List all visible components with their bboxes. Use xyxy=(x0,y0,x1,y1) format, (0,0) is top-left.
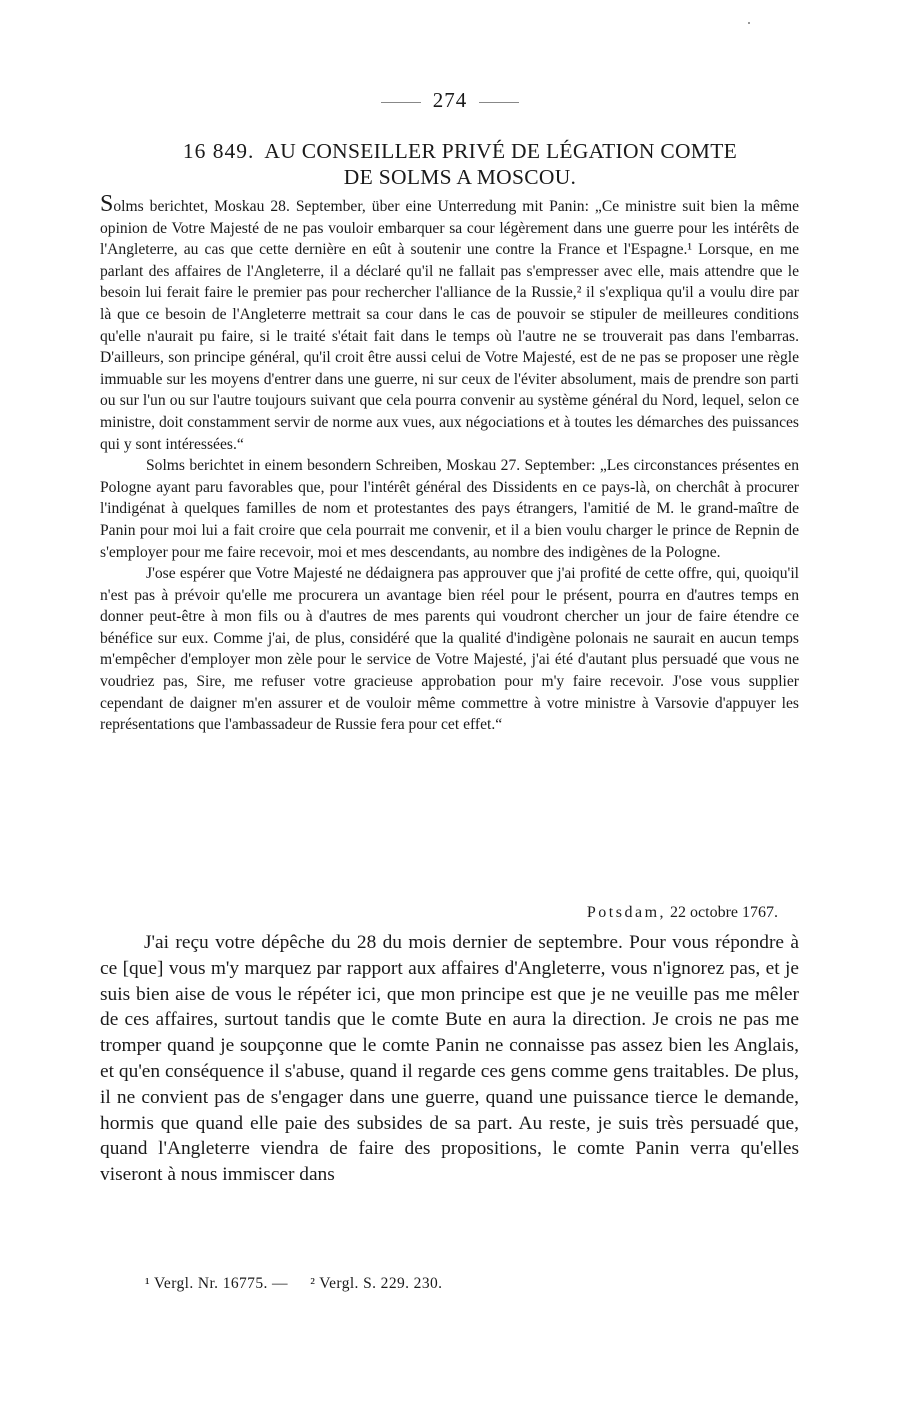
dateline xyxy=(587,904,778,922)
stray-mark xyxy=(748,22,750,24)
header-dash-right xyxy=(479,102,519,103)
summary-block xyxy=(100,191,799,736)
summary-paragraph-2: Solms berichtet in einem besondern Schreiben, Moskau 27. September: „Les circonstances présentes en Pologne ayant paru favorables que, pour l'intérêt général des Dissidents en ce pays-là, on cherchât à procurer l'indigénat à quelques familles de nom et protestantes des pays étrangers, l'amitié de M. le grand-maître de Panin pour moi lui a fait croire que cela pourrait me convenir, et il a bien voulu charger le prince de Repnin de s'employer pour me faire recevoir, moi et mes descendants, au nombre des indigènes de la Pologne. xyxy=(100,457,799,561)
dateline-place: Potsdam, xyxy=(586,904,667,921)
document-number: 16 849. xyxy=(182,139,255,163)
letter-paragraph: J'ai reçu votre dépêche du 28 du mois dernier de septembre. Pour vous répondre à ce [que] vous m'y marquez par rapport aux affaires d'Angleterre, vous n'ignorez pas, et je suis bien aise de vous le répéter ici, que mon principe est que je ne veuille pas me mêler de ces affaires, surtout tandis que le comte Bute en aura la direction. Je crois ne pas me tromper quand je soupçonne que le comte Panin ne connaisse pas assez bien les Anglais, et qu'en conséquence il s'abuse, quand il regarde ces gens comme gens traitables. De plus, il ne convient pas de s'engager dans une guerre, quand une puissance tierce le demande, hormis que quand elle paie des subsides de sa part. Au reste, je suis très persuadé que, quand l'Angleterre viendra de faire des propositions, le comte Panin verra qu'elles viseront à nous immiscer dans xyxy=(100,932,799,1186)
letter-body xyxy=(100,930,799,1188)
summary-paragraph-3: J'ose espérer que Votre Majesté ne dédaignera pas approuver que j'ai profité de cette offre, qui, quoiqu'il n'est pas à prévoir qu'elle me procurera un avantage bien réel pour le présent, pourra en d'autres temps en donner peut-être à mon fils ou à d'autres de mes parents qui voudront chercher un jour de faire étendre ce bénéfice sur eux. Comme j'ai, de plus, considéré que la qualité d'indigène polonais ne saurait en aucun temps m'empêcher d'employer mon zèle pour le service de Votre Majesté, j'ai été d'autant plus persuadé que vous ne voudriez pas, Sire, me refuser votre gracieuse approbation pour m'y faire recevoir. J'ose vous supplier cependant de daigner m'en assurer et de vouloir même commettre à votre ministre à Varsovie d'appuyer les représentations que l'ambassadeur de Russie fera pour cet effet.“ xyxy=(100,565,799,734)
page-header xyxy=(0,88,900,113)
title-line-1 xyxy=(130,138,790,164)
footnotes xyxy=(145,1275,442,1293)
footnote-2: ² Vergl. S. 229. 230. xyxy=(310,1275,443,1292)
dateline-date: 22 octobre 1767. xyxy=(670,904,778,921)
footnote-1: ¹ Vergl. Nr. 16775. — xyxy=(145,1275,288,1292)
title-text-1: AU CONSEILLER PRIVÉ DE LÉGATION COMTE xyxy=(264,139,738,163)
document-title xyxy=(130,138,790,190)
summary-paragraph-1 xyxy=(100,191,799,455)
header-dash-left xyxy=(381,102,421,103)
summary-paragraph-1-text: olms berichtet, Moskau 28. September, über eine Unterredung mit Panin: „Ce ministre suit bien la même opinion de Votre Majesté de ne pas vouloir embarquer sa cour légèrement dans une guerre pour les intérêts de l'Angleterre, au cas que cette dernière en eût à soutenir une contre la France et l'Espagne.¹ Lorsque, en me parlant des affaires de l'Angleterre, il a déclaré qu'il ne fallait pas s'empresser avec elle, mais attendre que le besoin lui ferait faire le premier pas pour rechercher l'alliance de la Russie,² il s'expliqua qu'il a voulu dire par là que ce besoin de l'Angleterre mettrait sa cour dans le cas de pouvoir se stipuler de meilleures conditions qu'elle n'aurait pu faire, si le traité s'était fait dans le temps où l'autre ne se trouverait pas dans l'embarras. D'ailleurs, son principe général, qu'il croit être aussi celui de Votre Majesté, est de ne pas se proposer une règle immuable sur les moyens d'entrer dans une guerre, ni sur ceux de l'éviter absolument, mais de prendre son parti ou sur l'un ou sur l'autre toujours suivant que cela pourra convenir au système général du Nord, lequel, selon ce ministre, doit constamment servir de norme aux vues, aux négociations et à toutes les démarches des puissances qui y sont intéressées.“ xyxy=(100,198,799,453)
title-line-2: DE SOLMS A MOSCOU. xyxy=(343,165,577,189)
drop-cap: S xyxy=(100,191,114,217)
page-number: 274 xyxy=(432,88,468,112)
